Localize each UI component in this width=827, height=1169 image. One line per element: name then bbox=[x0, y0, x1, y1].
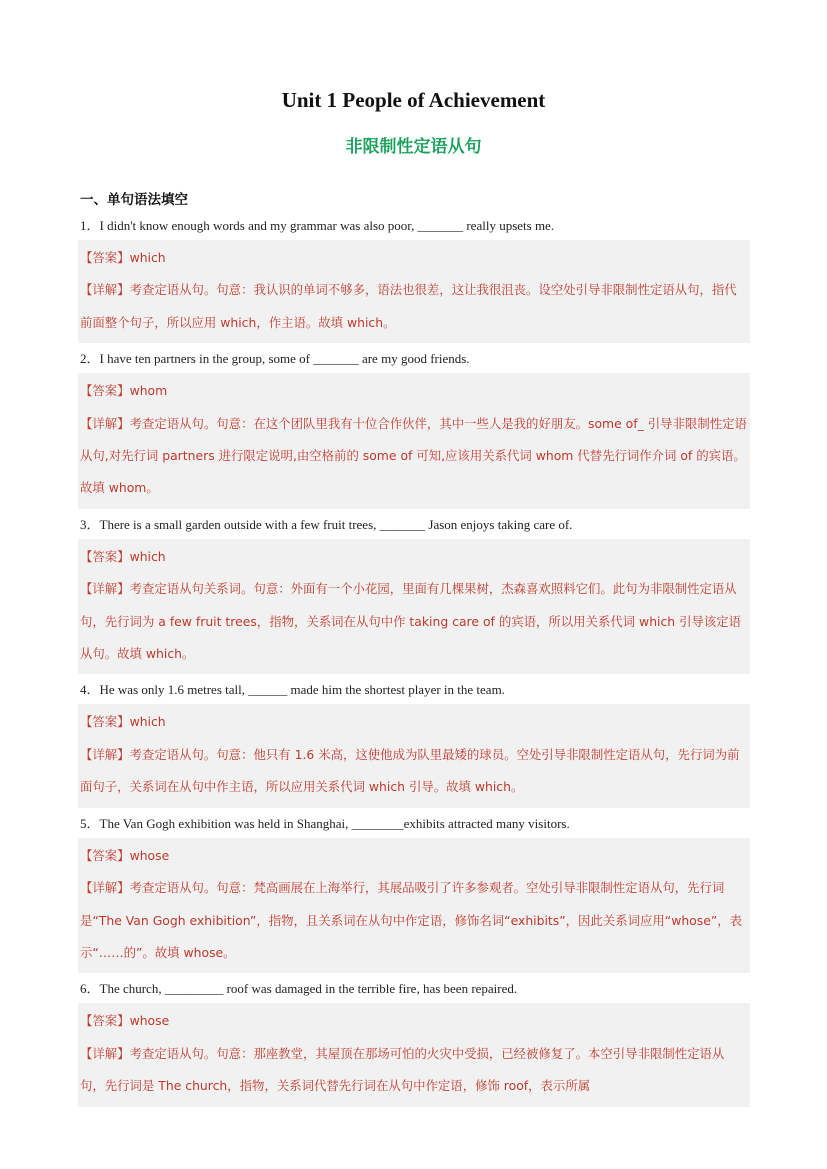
exercise-item bbox=[78, 511, 750, 675]
detail-paragraph bbox=[80, 872, 748, 969]
answer-box bbox=[78, 704, 750, 807]
question-text: 1．I didn't know enough words and my grammar was also poor, _______ really upsets me. bbox=[80, 218, 555, 233]
answer-value: which bbox=[129, 250, 166, 265]
detail-text: 考查定语从句关系词。句意：外面有一个小花园，里面有几棵果树，杰森喜欢照料它们。此句为非限制性定语从句，先行词为 a few fruit trees，指物，关系词在从句中作 taking care of 的宾语，所以用关系代词 which 引导该定语从句。故填 which。 bbox=[80, 581, 742, 662]
answer-tag: 【答案】 bbox=[80, 847, 130, 863]
answer-line bbox=[80, 541, 748, 573]
exercise-item bbox=[78, 212, 750, 343]
detail-paragraph bbox=[80, 1038, 748, 1103]
question-text: 5．The Van Gogh exhibition was held in Shanghai, ________exhibits attracted many visitors. bbox=[80, 815, 570, 831]
exercise-item bbox=[78, 676, 750, 807]
question-text: 4．He was only 1.6 metres tall, ______ made him the shortest player in the team. bbox=[80, 682, 505, 698]
answer-value: which bbox=[129, 548, 166, 564]
answer-box bbox=[78, 240, 750, 343]
answer-box bbox=[78, 838, 750, 974]
page-subtitle: 非限制性定语从句 bbox=[345, 137, 482, 157]
detail-text: 考查定语从句。句意：在这个团队里我有十位合作伙伴，其中一些人是我的好朋友。some of_ 引导非限制性定语从句,对先行词 partners 进行限定说明,由空格前的 some of 可知,应该用关系代词 whom 代替先行词作介词 of 的宾语。故填 whom。 bbox=[80, 415, 747, 496]
answer-box bbox=[78, 539, 750, 675]
detail-paragraph bbox=[80, 739, 748, 804]
page-title: Unit 1 People of Achievement bbox=[281, 88, 546, 112]
answer-box bbox=[78, 1003, 750, 1106]
section-heading: 一、单句语法填空 bbox=[80, 192, 188, 208]
detail-tag: 【详解】 bbox=[80, 880, 130, 896]
detail-tag: 【详解】 bbox=[80, 581, 130, 597]
detail-text: 考查定语从句。句意：那座教堂，其屋顶在那场可怕的火灾中受损，已经被修复了。本空引导非限制性定语从句，先行词是 The church，指物，关系词代替先行词在从句中作定语，修饰 roof，表示所属 bbox=[80, 1045, 725, 1094]
question-text: 6．The church, _________ roof was damaged in the terrible fire, has been repaired. bbox=[80, 981, 518, 997]
answer-tag: 【答案】 bbox=[80, 1013, 130, 1029]
detail-tag: 【详解】 bbox=[80, 1045, 130, 1061]
answer-value: which bbox=[129, 714, 166, 730]
exercise-item bbox=[78, 810, 750, 974]
answer-tag: 【答案】 bbox=[80, 548, 130, 564]
answer-line bbox=[80, 840, 748, 872]
answer-value: whom bbox=[129, 383, 168, 399]
detail-paragraph bbox=[80, 274, 748, 339]
detail-text: 考查定语从句。句意：我认识的单词不够多，语法也很差，这让我很沮丧。设空处引导非限制性定语从句，指代前面整个句子，所以应用 which，作主语。故填 which。 bbox=[80, 282, 737, 330]
detail-paragraph bbox=[80, 408, 748, 505]
answer-tag: 【答案】 bbox=[80, 383, 130, 399]
detail-tag: 【详解】 bbox=[80, 282, 130, 298]
answer-line bbox=[80, 375, 748, 407]
answer-line bbox=[80, 706, 748, 738]
detail-tag: 【详解】 bbox=[80, 746, 130, 762]
detail-text: 考查定语从句。句意：梵高画展在上海举行，其展品吸引了许多参观者。空处引导非限制性定语从句，先行词是“The Van Gogh exhibition”，指物，且关系词在从句中作定语，修饰名词“exhibits”，因此关系词应用“whose”，表示“……的”。故填 whose。 bbox=[80, 880, 743, 960]
answer-box bbox=[78, 373, 750, 509]
question-text: 3．There is a small garden outside with a few fruit trees, _______ Jason enjoys taking care of. bbox=[80, 516, 573, 532]
answer-line bbox=[80, 242, 748, 274]
detail-paragraph bbox=[80, 573, 748, 670]
detail-text: 考查定语从句。句意：他只有 1.6 米高，这使他成为队里最矮的球员。空处引导非限制性定语从句，先行词为前面句子，关系词在从句中作主语，所以应用关系代词 which 引导。故填 which。 bbox=[80, 746, 740, 795]
question-text: 2．I have ten partners in the group, some of _______ are my good friends. bbox=[80, 351, 470, 367]
exercise-item bbox=[78, 975, 750, 1106]
answer-tag: 【答案】 bbox=[80, 714, 130, 730]
answer-value: whose bbox=[129, 847, 170, 863]
detail-tag: 【详解】 bbox=[80, 415, 130, 431]
exercise-item bbox=[78, 345, 750, 509]
answer-value: whose bbox=[129, 1013, 170, 1029]
answer-tag: 【答案】 bbox=[80, 250, 130, 265]
answer-line bbox=[80, 1005, 748, 1037]
exercise-list bbox=[78, 212, 750, 1109]
